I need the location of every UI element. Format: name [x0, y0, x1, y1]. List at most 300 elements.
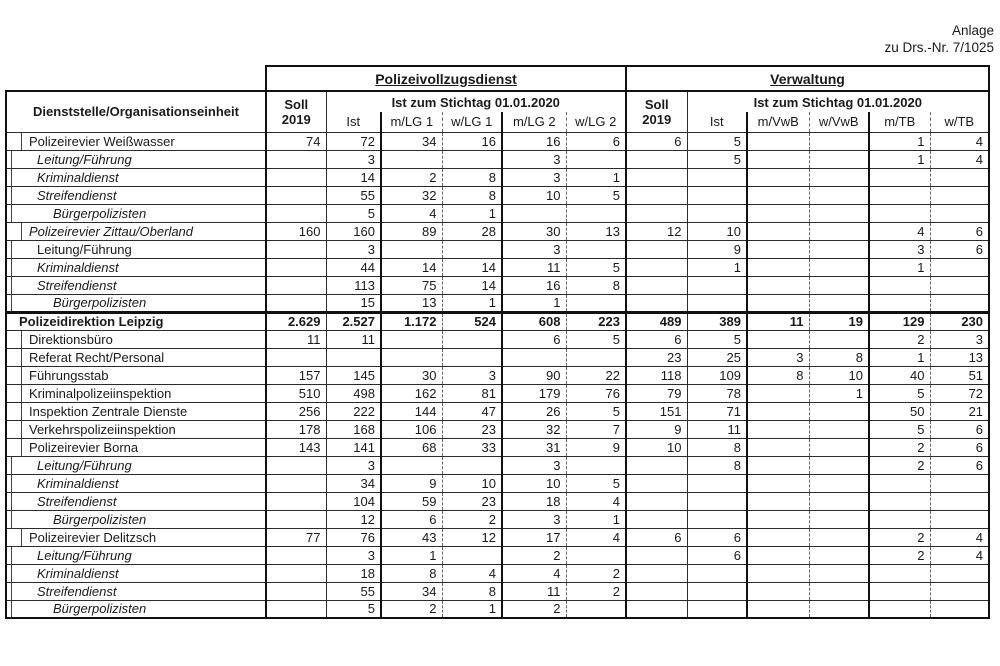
value-cell: 3: [869, 240, 930, 258]
value-cell: [566, 348, 626, 366]
table-row: [6, 330, 989, 348]
value-cell: [747, 204, 809, 222]
header-row-main: [6, 91, 989, 112]
value-cell: [930, 582, 989, 600]
soll-label-line1: Soll: [284, 96, 309, 112]
value-cell: 3: [502, 240, 566, 258]
value-cell: 104: [326, 492, 381, 510]
value-cell: [869, 474, 930, 492]
value-cell: [809, 402, 869, 420]
value-cell: 51: [930, 366, 989, 384]
value-cell: [566, 204, 626, 222]
value-cell: 2: [381, 600, 442, 618]
value-cell: [930, 258, 989, 276]
value-cell: 2: [566, 564, 626, 582]
value-cell: 28: [442, 222, 502, 240]
value-cell: [381, 456, 442, 474]
band-verwaltung: [626, 66, 989, 91]
value-cell: 9: [566, 438, 626, 456]
value-cell: 77: [266, 528, 326, 546]
value-cell: 6: [687, 528, 747, 546]
value-cell: 81: [442, 384, 502, 402]
value-cell: [809, 456, 869, 474]
value-cell: [747, 240, 809, 258]
soll-label-line2: 2019: [281, 111, 311, 127]
table-row: [6, 492, 989, 510]
value-cell: [626, 150, 687, 168]
value-cell: 498: [326, 384, 381, 402]
value-cell: [747, 258, 809, 276]
table-body: [6, 132, 989, 618]
value-cell: 1: [566, 168, 626, 186]
value-cell: [930, 492, 989, 510]
value-cell: 13: [381, 294, 442, 312]
band-row: [6, 66, 989, 91]
value-cell: [747, 402, 809, 420]
value-cell: 4: [442, 564, 502, 582]
value-cell: 3: [747, 348, 809, 366]
org-name-cell: Direktionsbüro: [6, 330, 266, 348]
value-cell: 5: [566, 330, 626, 348]
value-cell: [809, 510, 869, 528]
org-name-cell: Kriminaldienst: [6, 564, 266, 582]
value-cell: [502, 204, 566, 222]
value-cell: [809, 600, 869, 618]
value-cell: 2: [502, 546, 566, 564]
value-cell: 14: [381, 258, 442, 276]
band-pvd-label: Polizeivollzugsdienst: [375, 70, 517, 87]
org-name-cell: Leitung/Führung: [6, 150, 266, 168]
value-cell: 10: [687, 222, 747, 240]
value-cell: 3: [326, 546, 381, 564]
value-cell: [687, 168, 747, 186]
value-cell: [809, 240, 869, 258]
value-cell: 160: [266, 222, 326, 240]
value-cell: [809, 276, 869, 294]
value-cell: [566, 546, 626, 564]
table-row: [6, 420, 989, 438]
value-cell: 11: [502, 258, 566, 276]
value-cell: [266, 150, 326, 168]
table-row: [6, 240, 989, 258]
value-cell: [747, 600, 809, 618]
value-cell: [266, 258, 326, 276]
value-cell: 145: [326, 366, 381, 384]
value-cell: 113: [326, 276, 381, 294]
annotation-line-drucksache: zu Drs.-Nr. 7/1025: [884, 40, 994, 55]
value-cell: [566, 600, 626, 618]
org-name-cell: Leitung/Führung: [6, 546, 266, 564]
value-cell: 129: [869, 312, 930, 330]
value-cell: 157: [266, 366, 326, 384]
value-cell: 8: [687, 456, 747, 474]
value-cell: 10: [502, 186, 566, 204]
value-cell: [930, 564, 989, 582]
value-cell: [381, 240, 442, 258]
value-cell: [626, 168, 687, 186]
value-cell: [626, 294, 687, 312]
value-cell: 90: [502, 366, 566, 384]
value-cell: [626, 240, 687, 258]
value-cell: [566, 456, 626, 474]
band-verw-label: Verwaltung: [770, 70, 845, 87]
value-cell: 2: [566, 582, 626, 600]
value-cell: 6: [502, 330, 566, 348]
org-name-cell: Streifendienst: [6, 492, 266, 510]
value-cell: [809, 150, 869, 168]
table-row: [6, 276, 989, 294]
org-name-cell: Verkehrspolizeiinspektion: [6, 420, 266, 438]
org-name-cell: Polizeirevier Zittau/Oberland: [6, 222, 266, 240]
value-cell: [747, 294, 809, 312]
value-cell: [809, 582, 869, 600]
table-row: [6, 600, 989, 618]
value-cell: 118: [626, 366, 687, 384]
value-cell: [747, 150, 809, 168]
value-cell: 19: [809, 312, 869, 330]
value-cell: [869, 492, 930, 510]
value-cell: 1: [566, 510, 626, 528]
value-cell: 5: [687, 150, 747, 168]
value-cell: 32: [381, 186, 442, 204]
value-cell: 4: [869, 222, 930, 240]
value-cell: 106: [381, 420, 442, 438]
value-cell: [687, 204, 747, 222]
value-cell: 5: [869, 420, 930, 438]
value-cell: 178: [266, 420, 326, 438]
value-cell: 9: [626, 420, 687, 438]
value-cell: [747, 276, 809, 294]
value-cell: [266, 294, 326, 312]
value-cell: 2: [869, 546, 930, 564]
value-cell: 2: [502, 600, 566, 618]
value-cell: [626, 492, 687, 510]
table-row: [6, 186, 989, 204]
org-name-cell: Kriminalpolizeiinspektion: [6, 384, 266, 402]
table-header: [6, 66, 989, 132]
value-cell: 12: [326, 510, 381, 528]
subheader-mlg1: m/LG 1: [381, 112, 442, 132]
value-cell: 44: [326, 258, 381, 276]
value-cell: [809, 204, 869, 222]
value-cell: 4: [566, 528, 626, 546]
value-cell: 1: [869, 258, 930, 276]
value-cell: [502, 348, 566, 366]
value-cell: 3: [326, 150, 381, 168]
value-cell: 13: [930, 348, 989, 366]
org-name-cell: Bürgerpolizisten: [6, 294, 266, 312]
value-cell: 5: [326, 600, 381, 618]
value-cell: 489: [626, 312, 687, 330]
value-cell: 72: [326, 132, 381, 150]
table-row: [6, 402, 989, 420]
value-cell: [930, 510, 989, 528]
value-cell: 144: [381, 402, 442, 420]
value-cell: [266, 240, 326, 258]
table-row: [6, 546, 989, 564]
value-cell: [326, 348, 381, 366]
value-cell: 179: [502, 384, 566, 402]
value-cell: [566, 294, 626, 312]
value-cell: 4: [566, 492, 626, 510]
value-cell: 151: [626, 402, 687, 420]
table-row: [6, 474, 989, 492]
value-cell: [747, 438, 809, 456]
value-cell: [930, 186, 989, 204]
value-cell: 18: [326, 564, 381, 582]
value-cell: [626, 186, 687, 204]
value-cell: [747, 420, 809, 438]
header-stichtag-pvd: Ist zum Stichtag 01.01.2020: [326, 91, 626, 112]
value-cell: 109: [687, 366, 747, 384]
value-cell: 10: [626, 438, 687, 456]
value-cell: 1: [442, 204, 502, 222]
value-cell: 17: [502, 528, 566, 546]
value-cell: 11: [502, 582, 566, 600]
value-cell: 21: [930, 402, 989, 420]
value-cell: [626, 510, 687, 528]
value-cell: 5: [687, 330, 747, 348]
value-cell: [266, 546, 326, 564]
table-row: [6, 510, 989, 528]
value-cell: [566, 150, 626, 168]
value-cell: 222: [326, 402, 381, 420]
value-cell: [381, 150, 442, 168]
org-name-cell: Bürgerpolizisten: [6, 600, 266, 618]
subheader-wvwb: w/VwB: [809, 112, 869, 132]
table-row: [6, 258, 989, 276]
org-name-cell: Kriminaldienst: [6, 474, 266, 492]
value-cell: [687, 510, 747, 528]
value-cell: [809, 330, 869, 348]
value-cell: [626, 204, 687, 222]
value-cell: 2: [869, 330, 930, 348]
value-cell: 7: [566, 420, 626, 438]
value-cell: 74: [266, 132, 326, 150]
value-cell: 4: [930, 150, 989, 168]
value-cell: [626, 546, 687, 564]
value-cell: 608: [502, 312, 566, 330]
table-row: [6, 366, 989, 384]
header-stichtag-verw: Ist zum Stichtag 01.01.2020: [687, 91, 989, 112]
header-dienststelle: Dienststelle/Organisationseinheit: [6, 91, 266, 132]
value-cell: 1: [381, 546, 442, 564]
table-row: [6, 312, 989, 330]
value-cell: 22: [566, 366, 626, 384]
value-cell: 34: [326, 474, 381, 492]
value-cell: 3: [326, 456, 381, 474]
value-cell: 1: [869, 132, 930, 150]
org-name-cell: Streifendienst: [6, 582, 266, 600]
header-soll-verw: [626, 91, 687, 132]
value-cell: [869, 204, 930, 222]
value-cell: 9: [381, 474, 442, 492]
value-cell: 160: [326, 222, 381, 240]
value-cell: [747, 546, 809, 564]
table-row: [6, 528, 989, 546]
soll-label-line1: Soll: [644, 96, 669, 112]
value-cell: 8: [442, 168, 502, 186]
value-cell: [869, 564, 930, 582]
value-cell: [266, 456, 326, 474]
value-cell: 76: [566, 384, 626, 402]
value-cell: [930, 600, 989, 618]
value-cell: 3: [442, 366, 502, 384]
value-cell: [266, 492, 326, 510]
value-cell: 11: [747, 312, 809, 330]
value-cell: [266, 474, 326, 492]
value-cell: [869, 168, 930, 186]
value-cell: [747, 474, 809, 492]
value-cell: 10: [442, 474, 502, 492]
org-name-cell: Führungsstab: [6, 366, 266, 384]
value-cell: [442, 240, 502, 258]
value-cell: 6: [626, 528, 687, 546]
value-cell: [930, 204, 989, 222]
value-cell: 230: [930, 312, 989, 330]
value-cell: 3: [502, 510, 566, 528]
value-cell: [266, 582, 326, 600]
subheader-wlg2: w/LG 2: [566, 112, 626, 132]
value-cell: 4: [930, 546, 989, 564]
value-cell: [809, 186, 869, 204]
value-cell: [930, 276, 989, 294]
value-cell: 4: [502, 564, 566, 582]
value-cell: 1: [442, 600, 502, 618]
value-cell: 26: [502, 402, 566, 420]
value-cell: [747, 456, 809, 474]
table-row: [6, 384, 989, 402]
value-cell: 6: [566, 132, 626, 150]
value-cell: 3: [326, 240, 381, 258]
value-cell: 43: [381, 528, 442, 546]
value-cell: [687, 276, 747, 294]
value-cell: 10: [809, 366, 869, 384]
value-cell: 68: [381, 438, 442, 456]
value-cell: 162: [381, 384, 442, 402]
staffing-table: [5, 65, 990, 619]
value-cell: [809, 546, 869, 564]
value-cell: [266, 600, 326, 618]
value-cell: 13: [566, 222, 626, 240]
value-cell: 8: [747, 366, 809, 384]
value-cell: 16: [502, 132, 566, 150]
value-cell: 16: [502, 276, 566, 294]
value-cell: 6: [930, 456, 989, 474]
org-name-cell: Leitung/Führung: [6, 456, 266, 474]
value-cell: [747, 132, 809, 150]
value-cell: [809, 420, 869, 438]
annotation-line-anlage: Anlage: [951, 23, 994, 38]
subheader-ist-pvd: Ist: [326, 112, 381, 132]
value-cell: 23: [442, 492, 502, 510]
value-cell: [626, 276, 687, 294]
value-cell: [809, 222, 869, 240]
value-cell: 3: [502, 150, 566, 168]
value-cell: [747, 186, 809, 204]
value-cell: 2: [869, 456, 930, 474]
table-row: [6, 150, 989, 168]
value-cell: [626, 600, 687, 618]
value-cell: 1.172: [381, 312, 442, 330]
value-cell: [747, 384, 809, 402]
value-cell: 59: [381, 492, 442, 510]
value-cell: 1: [869, 348, 930, 366]
value-cell: 11: [266, 330, 326, 348]
value-cell: 6: [626, 132, 687, 150]
value-cell: 40: [869, 366, 930, 384]
value-cell: [381, 330, 442, 348]
value-cell: 8: [809, 348, 869, 366]
subheader-wlg1: w/LG 1: [442, 112, 502, 132]
subheader-ist-verw: Ist: [687, 112, 747, 132]
value-cell: 76: [326, 528, 381, 546]
org-name-cell: Polizeirevier Borna: [6, 438, 266, 456]
subheader-wtb: w/TB: [930, 112, 989, 132]
value-cell: 8: [381, 564, 442, 582]
value-cell: 16: [442, 132, 502, 150]
soll-label-line2: 2019: [642, 111, 672, 127]
value-cell: [747, 330, 809, 348]
value-cell: 223: [566, 312, 626, 330]
org-name-cell: Leitung/Führung: [6, 240, 266, 258]
value-cell: [869, 186, 930, 204]
value-cell: [869, 510, 930, 528]
value-cell: [626, 258, 687, 276]
subheader-mlg2: m/LG 2: [502, 112, 566, 132]
org-name-cell: Bürgerpolizisten: [6, 510, 266, 528]
value-cell: 1: [869, 150, 930, 168]
value-cell: 11: [326, 330, 381, 348]
value-cell: 5: [566, 474, 626, 492]
value-cell: [869, 276, 930, 294]
value-cell: [687, 564, 747, 582]
value-cell: 14: [326, 168, 381, 186]
value-cell: 8: [442, 186, 502, 204]
value-cell: 256: [266, 402, 326, 420]
value-cell: [266, 276, 326, 294]
value-cell: 12: [442, 528, 502, 546]
value-cell: 25: [687, 348, 747, 366]
value-cell: [869, 600, 930, 618]
value-cell: 32: [502, 420, 566, 438]
value-cell: [747, 492, 809, 510]
value-cell: 510: [266, 384, 326, 402]
value-cell: 50: [869, 402, 930, 420]
value-cell: [809, 492, 869, 510]
value-cell: 31: [502, 438, 566, 456]
table-row: [6, 294, 989, 312]
value-cell: 71: [687, 402, 747, 420]
value-cell: 6: [626, 330, 687, 348]
value-cell: [442, 348, 502, 366]
value-cell: 4: [381, 204, 442, 222]
value-cell: 6: [930, 438, 989, 456]
value-cell: [266, 186, 326, 204]
value-cell: 2.527: [326, 312, 381, 330]
value-cell: 2.629: [266, 312, 326, 330]
subheader-mtb: m/TB: [869, 112, 930, 132]
value-cell: 5: [869, 384, 930, 402]
value-cell: 4: [930, 132, 989, 150]
value-cell: [809, 168, 869, 186]
value-cell: [626, 564, 687, 582]
value-cell: 143: [266, 438, 326, 456]
band-spacer: [6, 66, 266, 91]
value-cell: [809, 528, 869, 546]
value-cell: [869, 582, 930, 600]
value-cell: [809, 258, 869, 276]
